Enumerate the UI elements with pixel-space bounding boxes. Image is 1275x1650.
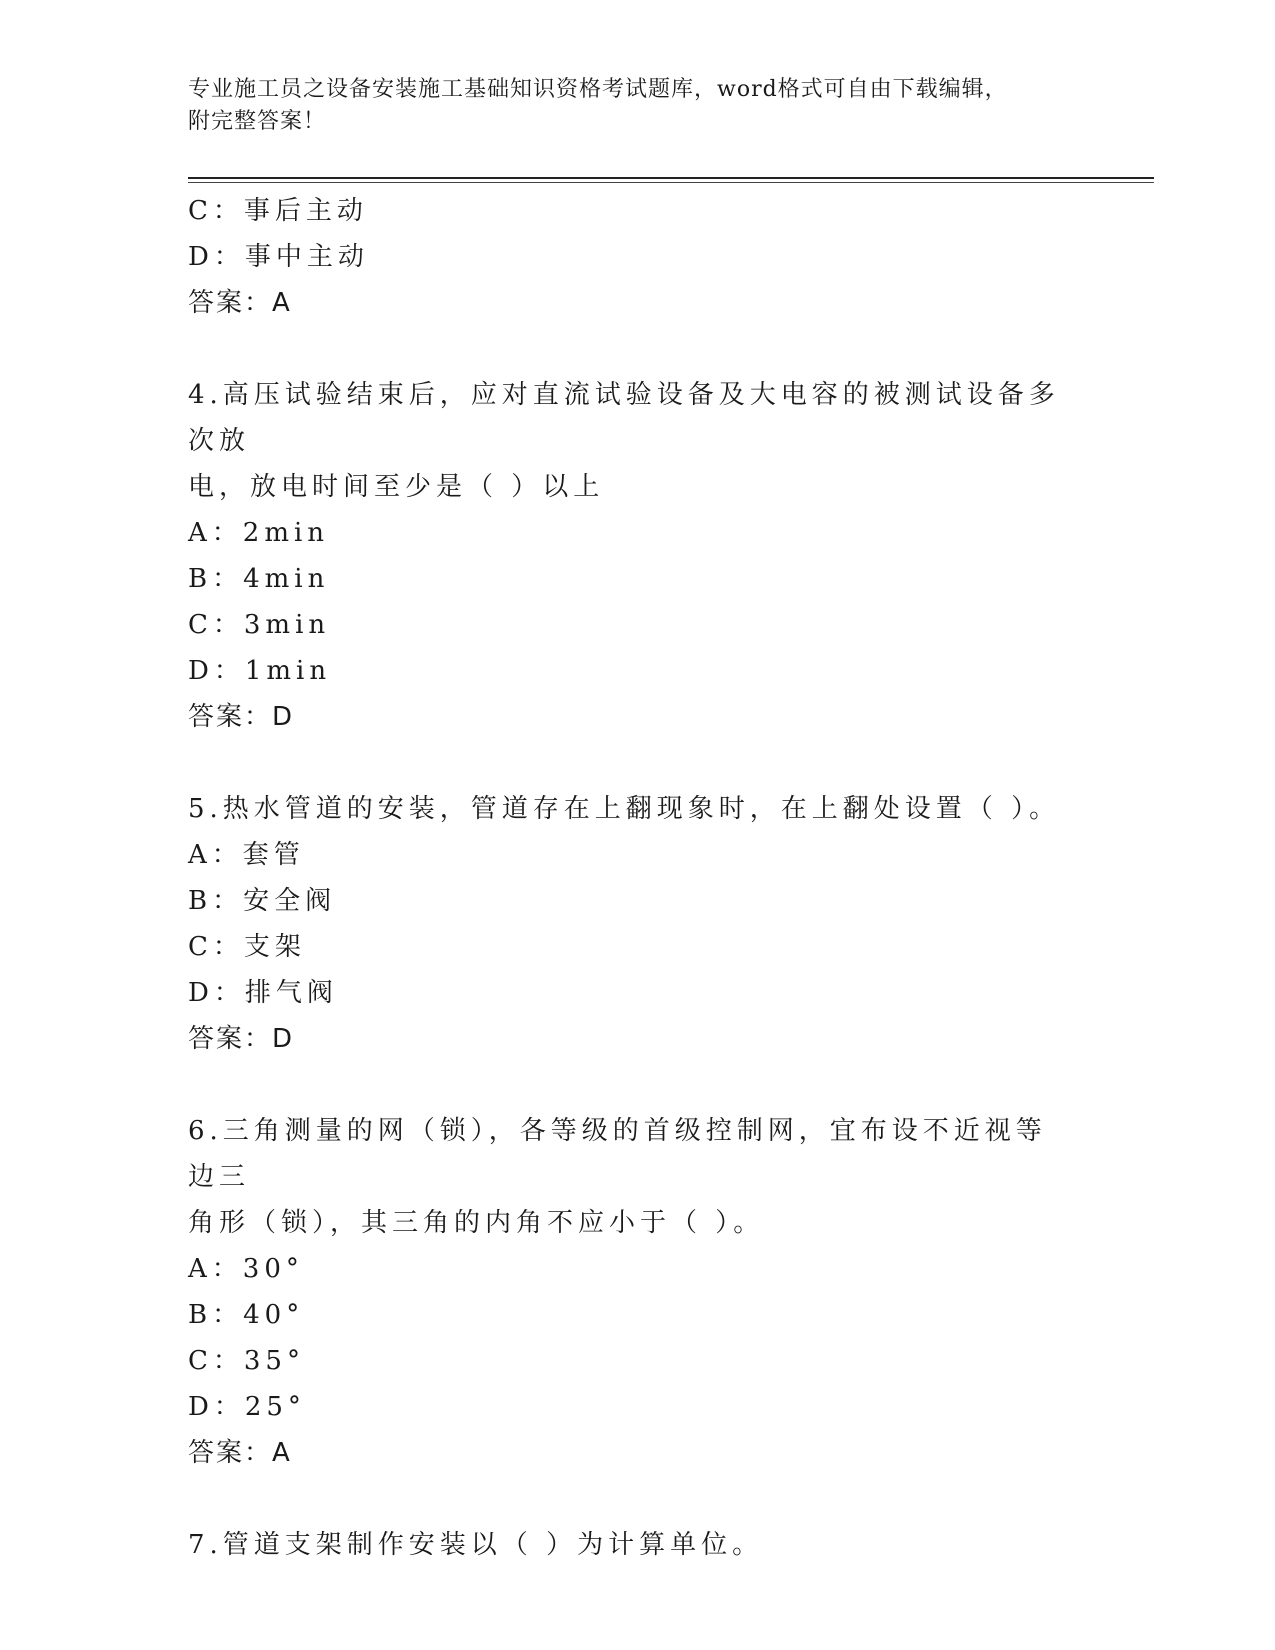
option-c: C：事后主动 [188, 196, 368, 226]
question-list [188, 188, 1068, 1568]
document-header [188, 74, 1068, 138]
question-text-line-2: 角形（锁），其三角的内角不应小于（ ）。 [188, 1208, 765, 1238]
header-divider-thick [188, 177, 1154, 179]
question-text-line-1: 5.热水管道的安装，管道存在上翻现象时，在上翻处设置（ ）。 [188, 794, 1061, 824]
spacer [188, 1476, 1068, 1522]
option-d: D：1min [188, 656, 332, 686]
question-text-line-1: 7.管道支架制作安装以（ ）为计算单位。 [188, 1530, 764, 1560]
option-c: C：3min [188, 610, 331, 640]
spacer [188, 740, 1068, 786]
question-block-5 [188, 786, 1068, 1062]
question-block-4 [188, 372, 1068, 740]
answer-line: 答案：A [188, 288, 292, 318]
header-divider-thin [188, 182, 1154, 183]
option-c: C：35° [188, 1346, 305, 1376]
question-block-7 [188, 1522, 1068, 1568]
option-d: D：排气阀 [188, 978, 338, 1008]
answer-line: 答案：A [188, 1438, 292, 1468]
option-d: D：事中主动 [188, 242, 369, 272]
spacer [188, 1062, 1068, 1108]
header-line-2: 附完整答案！ [188, 109, 327, 134]
question-block-6 [188, 1108, 1068, 1476]
question-text-line-1: 6.三角测量的网（锁），各等级的首级控制网，宜布设不近视等边三 [188, 1116, 1047, 1192]
option-a: A：30° [188, 1254, 304, 1284]
option-a: A：套管 [188, 840, 305, 870]
option-c: C：支架 [188, 932, 306, 962]
question-text-line-1: 4.高压试验结束后，应对直流试验设备及大电容的被测试设备多次放 [188, 380, 1060, 456]
answer-line: 答案：D [188, 702, 295, 732]
option-b: B：安全阀 [188, 886, 337, 916]
option-b: B：40° [188, 1300, 305, 1330]
option-b: B：4min [188, 564, 330, 594]
option-d: D：25° [188, 1392, 306, 1422]
header-line-1: 专业施工员之设备安装施工基础知识资格考试题库，word格式可自由下载编辑， [188, 77, 1008, 102]
answer-line: 答案：D [188, 1024, 295, 1054]
spacer [188, 326, 1068, 372]
option-a: A：2min [188, 518, 330, 548]
question-text-line-2: 电，放电时间至少是（ ）以上 [188, 472, 605, 502]
question-block-3-continued [188, 188, 1068, 326]
